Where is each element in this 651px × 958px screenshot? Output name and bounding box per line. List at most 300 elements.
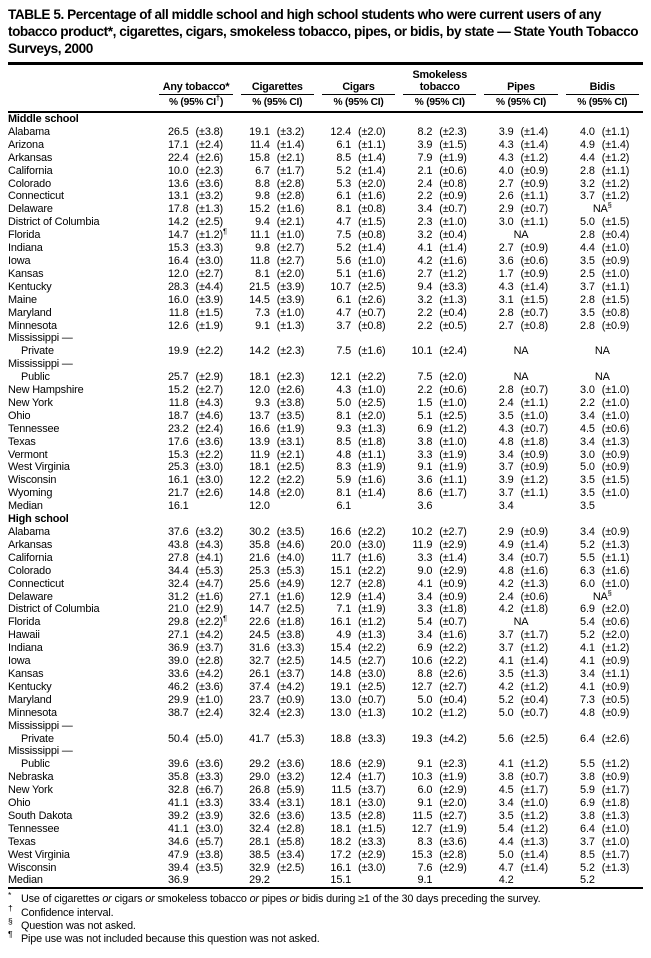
percent-value: 5.2: [336, 164, 352, 177]
ci-value: (±1.2): [601, 642, 630, 655]
ci-value: (±1.5): [601, 216, 630, 229]
percent-value: 15.2: [249, 203, 270, 216]
row-label: Nebraska: [8, 771, 54, 784]
percent-value: 13.1: [167, 190, 189, 203]
percent-value: 10.7: [330, 280, 352, 293]
percent-value: 4.3: [498, 138, 514, 151]
percent-value: 5.2: [580, 629, 595, 642]
percent-value: 6.4: [580, 732, 595, 745]
ci-value: [595, 874, 643, 888]
ci-value: (±0.7): [520, 422, 548, 435]
table-row: [8, 629, 643, 642]
table-row: [8, 526, 643, 539]
percent-value: 5.2: [498, 693, 514, 706]
ci-value: (±1.3): [601, 861, 630, 874]
percent-value: 8.1: [255, 267, 270, 280]
row-label: Kansas: [8, 667, 44, 680]
ci-value: (±1.9): [439, 461, 467, 474]
table-row: [8, 281, 643, 294]
ci-value: (±2.2): [358, 526, 386, 538]
ci-value: (±3.0): [195, 461, 224, 474]
percent-value: 5.9: [336, 474, 352, 487]
table-row: [8, 565, 643, 578]
percent-value: 6.9: [417, 422, 433, 435]
percent-value: 26.5: [167, 125, 189, 138]
percent-value: 18.1: [249, 371, 270, 384]
footnote: ¶ Pipe use was not included because this question was not asked.: [8, 929, 320, 945]
ci-value: (±0.8): [358, 229, 386, 242]
percent-value: 12.7: [411, 822, 433, 835]
ci-value: (±1.4): [439, 242, 467, 255]
table-row: [8, 139, 643, 152]
footnotes: [8, 889, 643, 946]
column-group-label: Pipes: [484, 82, 557, 96]
percent-value: 4.2: [498, 680, 514, 693]
table-row: [8, 849, 643, 862]
ci-value: (±1.8): [601, 797, 630, 810]
table-row: [8, 255, 643, 268]
row-label: Kentucky: [8, 280, 52, 293]
percent-value: 4.8: [580, 706, 595, 719]
ci-value: (±3.3): [195, 771, 224, 784]
percent-value: 12.7: [330, 577, 352, 590]
ci-value: (±2.5): [276, 655, 305, 668]
footnote-text: Pipe use was not included because this question was not asked.: [21, 932, 320, 945]
percent-value: 3.4: [417, 203, 433, 216]
section-row: [8, 112, 643, 126]
ci-value: (±3.0): [358, 538, 386, 551]
percent-value: 6.0: [580, 577, 595, 590]
ci-value: (±4.1): [195, 551, 224, 564]
percent-value: 23.2: [167, 422, 189, 435]
ci-value: (±3.2): [276, 125, 305, 138]
percent-value: 2.2: [580, 396, 595, 409]
percent-value: 3.7: [498, 629, 514, 642]
percent-value: 12.0: [167, 267, 189, 280]
ci-value: [189, 874, 237, 888]
ci-value: (±1.2): [601, 758, 630, 771]
ci-value: (±0.9): [601, 526, 630, 538]
ci-value: (±0.9): [601, 254, 630, 267]
ci-value: (±3.2): [276, 771, 305, 784]
ci-value: (±1.4): [358, 242, 386, 255]
ci-value: (±2.7): [358, 655, 386, 668]
ci-value: (±0.7): [520, 706, 548, 719]
ci-value: (±3.5): [276, 526, 305, 538]
ci-value: (±1.4): [439, 551, 467, 564]
percent-value: 2.8: [580, 293, 595, 306]
ci-value: (±1.1): [601, 280, 630, 293]
percent-value: 27.1: [249, 590, 270, 603]
percent-value: 2.9: [498, 203, 514, 216]
percent-value: 8.5: [336, 151, 352, 164]
ci-value: (±0.9): [439, 577, 467, 590]
table-header: [8, 64, 643, 113]
ci-value: (±0.6): [601, 422, 630, 435]
ci-value: (±3.0): [195, 822, 224, 835]
ci-value: (±1.2): [439, 267, 467, 280]
percent-value: 14.5: [330, 655, 352, 668]
percent-value: 4.9: [336, 629, 352, 642]
ci-value: (±2.3): [439, 125, 467, 138]
percent-value: 32.4: [249, 822, 270, 835]
ci-value: (±2.0): [601, 603, 630, 616]
table-row: [8, 668, 643, 681]
ci-value: (±1.5): [195, 306, 224, 319]
percent-value: 9.4: [255, 216, 270, 229]
percent-value: 3.5: [580, 487, 595, 500]
percent-value: 3.9: [498, 474, 514, 487]
ci-value: (±1.6): [195, 590, 224, 603]
percent-value: 15.8: [249, 151, 270, 164]
percent-value: 9.8: [255, 190, 270, 203]
percent-value: 4.3: [498, 151, 514, 164]
ci-value: (±1.7): [601, 784, 630, 797]
percent-value: 3.7: [498, 461, 514, 474]
ci-value: (±1.2): [520, 822, 548, 835]
percent-value: 5.0: [498, 848, 514, 861]
percent-value: 8.3: [417, 835, 433, 848]
ci-value: (±0.7): [358, 693, 386, 706]
ci-value: (±1.4): [520, 848, 548, 861]
row-label: Mississippi —: [8, 719, 73, 732]
ci-value: (±0.9): [520, 461, 548, 474]
percent-value: 13.7: [249, 409, 270, 422]
ci-value: (±1.7): [276, 164, 305, 177]
table-row: [8, 268, 643, 281]
percent-value: 19.1: [330, 680, 352, 693]
table-row: [8, 229, 643, 242]
ci-value: (±1.0): [601, 396, 630, 409]
ci-value: (±4.9): [276, 577, 305, 590]
percent-value: 11.1: [249, 229, 270, 242]
percent-value: 10.2: [411, 706, 433, 719]
row-label: Kansas: [8, 267, 44, 280]
ci-value: (±3.5): [276, 409, 305, 422]
ci-value: (±1.1): [601, 125, 630, 138]
percent-value: 47.9: [167, 848, 189, 861]
percent-value: 21.6: [249, 551, 270, 564]
ci-value: (±0.6): [601, 616, 630, 629]
percent-value: 29.0: [249, 771, 270, 784]
ci-value: (±3.6): [276, 758, 305, 771]
percent-value: 11.8: [168, 306, 189, 319]
row-label: Median: [8, 874, 43, 887]
corner-spacer: [8, 64, 155, 96]
row-label: Arizona: [8, 138, 44, 151]
percent-value: 3.4: [417, 590, 433, 603]
percent-value: 5.0: [417, 693, 433, 706]
percent-value: 29.2: [249, 758, 270, 771]
ci-value: (±1.0): [276, 306, 305, 319]
ci-value: [514, 874, 562, 888]
ci-value: (±1.1): [358, 448, 386, 461]
percent-value: 3.0: [580, 384, 595, 397]
ci-value: (±0.9): [601, 461, 630, 474]
table-row: [8, 758, 643, 771]
percent-value: 33.6: [167, 667, 189, 680]
percent-value: 2.9: [498, 526, 514, 538]
ci-value: (±0.7): [358, 306, 386, 319]
percent-value: 9.1: [417, 758, 433, 771]
ci-value: (±1.4): [520, 861, 548, 874]
ci-value: [189, 500, 237, 513]
column-subheader: % (95% CI†): [155, 95, 236, 112]
table-row: [8, 203, 643, 216]
percent-value: 16.1: [167, 474, 189, 487]
ci-value: (±1.3): [520, 835, 548, 848]
ci-value: (±2.5): [439, 409, 467, 422]
percent-value: 2.7: [417, 267, 433, 280]
percent-value: 9.1: [255, 319, 270, 332]
ci-value: [514, 500, 562, 513]
ci-value: (±1.7): [520, 784, 548, 797]
ci-value: (±1.0): [601, 835, 630, 848]
percent-value: 4.3: [336, 384, 352, 397]
ci-value: (±1.8): [276, 616, 305, 629]
percent-value: 4.8: [336, 448, 352, 461]
ci-value: (±1.8): [358, 435, 386, 448]
table-row: [8, 591, 643, 604]
percent-value: 12.4: [330, 125, 352, 138]
percent-value: 5.6: [498, 732, 514, 745]
percent-value: 3.8: [580, 771, 595, 784]
table-row: [8, 371, 643, 384]
na-value: NA§: [592, 200, 612, 216]
ci-value: (±2.7): [439, 680, 467, 693]
ci-value: (±2.5): [520, 732, 548, 745]
percent-value: 16.6: [249, 422, 270, 435]
percent-value: 2.2: [417, 190, 433, 203]
column-subheader: % (95% CI): [318, 95, 399, 112]
ci-value: (±3.0): [358, 797, 386, 810]
ci-value: (±1.4): [601, 138, 630, 151]
ci-value: (±4.4): [195, 280, 224, 293]
table-row: [8, 707, 643, 720]
ci-value: (±2.9): [195, 603, 224, 616]
ci-value: (±6.7): [195, 784, 224, 797]
percent-value: 12.9: [330, 590, 352, 603]
ci-value: (±2.9): [358, 848, 386, 861]
table-row: [8, 165, 643, 178]
na-value: NA§: [592, 587, 612, 603]
percent-value: 27.1: [167, 629, 189, 642]
percent-value: 33.4: [249, 797, 270, 810]
row-label: Alabama: [8, 526, 50, 538]
row-label: Texas: [8, 435, 36, 448]
table-row: [8, 410, 643, 423]
ci-value: (±1.2): [439, 422, 467, 435]
ci-value: (±2.4): [195, 138, 224, 151]
percent-value: 35.8: [167, 771, 189, 784]
percent-value: 15.1: [330, 564, 352, 577]
ci-value: (±0.8): [520, 319, 548, 332]
row-label: Delaware: [8, 590, 53, 603]
percent-value: 6.7: [255, 164, 270, 177]
percent-value: 15.3: [411, 848, 433, 861]
percent-value: 11.8: [168, 396, 189, 409]
table-row: [8, 616, 643, 629]
row-label: West Virginia: [8, 848, 70, 861]
ci-value: (±2.1): [276, 216, 305, 229]
ci-value: (±1.6): [439, 254, 467, 267]
ci-value: (±1.6): [276, 590, 305, 603]
percent-value: 6.9: [580, 603, 595, 616]
percent-value: 5.0: [336, 396, 352, 409]
ci-value: (±1.5): [601, 293, 630, 306]
ci-value: (±1.6): [358, 474, 386, 487]
percent-value: 6.3: [580, 564, 595, 577]
ci-value: (±3.3): [195, 797, 224, 810]
ci-value: (±1.4): [358, 590, 386, 603]
ci-value: (±1.6): [358, 190, 386, 203]
ci-value: (±1.2): [601, 190, 630, 203]
percent-value: 4.7: [336, 306, 352, 319]
ci-value: (±1.4): [276, 138, 305, 151]
percent-value: 5.2: [580, 538, 595, 551]
ci-value: (±3.0): [195, 254, 224, 267]
column-group-header: [399, 64, 480, 96]
ci-value: (±3.6): [195, 758, 224, 771]
percent-value: 39.2: [167, 809, 189, 822]
column-group-header: [562, 64, 643, 96]
percent-value: 2.2: [417, 319, 433, 332]
ci-value: (±1.3): [439, 293, 467, 306]
ci-value: (±1.3): [601, 538, 630, 551]
percent-value: 3.6: [417, 500, 433, 513]
ci-value: (±1.7): [358, 771, 386, 784]
percent-value: 9.3: [255, 396, 270, 409]
ci-value: (±2.7): [195, 267, 224, 280]
percent-value: 4.2: [498, 603, 514, 616]
percent-value: 19.9: [167, 345, 189, 358]
percent-value: 2.8: [580, 164, 595, 177]
percent-value: 9.1: [417, 874, 433, 887]
ci-value: (±4.2): [276, 680, 305, 693]
percent-value: 14.7: [167, 229, 189, 242]
ci-value: (±1.3): [276, 319, 305, 332]
percent-value: 5.2: [580, 861, 595, 874]
footnote: † Confidence interval.: [8, 902, 114, 919]
percent-value: 8.5: [336, 435, 352, 448]
ci-value: (±1.1): [439, 474, 467, 487]
percent-value: 11.7: [331, 551, 352, 564]
ci-value: (±2.2): [358, 564, 386, 577]
percent-value: 37.4: [249, 680, 270, 693]
ci-value: (±1.2): [520, 474, 548, 487]
ci-value: (±3.8): [276, 629, 305, 642]
na-value: NA: [594, 345, 610, 358]
ci-value: (±0.4): [439, 693, 467, 706]
percent-value: 7.3: [255, 306, 270, 319]
ci-value: (±2.6): [439, 667, 467, 680]
table-row: [8, 720, 643, 733]
percent-value: 5.4: [580, 616, 595, 629]
row-label: Arkansas: [8, 151, 53, 164]
percent-value: 11.9: [249, 448, 270, 461]
ci-value: (±0.6): [520, 590, 548, 603]
ci-value: (±1.9): [276, 422, 305, 435]
ci-value: (±3.4): [276, 848, 305, 861]
table-row: [8, 358, 643, 371]
ci-value: (±0.9): [601, 448, 630, 461]
ci-value: (±3.7): [358, 784, 386, 797]
percent-value: 4.5: [580, 422, 595, 435]
percent-value: 7.9: [417, 151, 433, 164]
ci-value: (±1.5): [439, 138, 467, 151]
ci-value: (±2.9): [439, 784, 467, 797]
ci-value: (±2.9): [439, 564, 467, 577]
ci-value: (±2.5): [358, 396, 386, 409]
percent-value: 4.4: [580, 151, 595, 164]
percent-value: 43.8: [167, 538, 189, 551]
percent-value: 1.5: [417, 396, 433, 409]
table-row: [8, 320, 643, 333]
percent-value: 32.8: [167, 784, 189, 797]
percent-value: 6.9: [580, 797, 595, 810]
ci-value: (±2.5): [358, 280, 386, 293]
percent-value: 9.1: [417, 461, 433, 474]
percent-value: 28.3: [167, 280, 189, 293]
percent-value: 8.1: [336, 203, 352, 216]
ci-value: (±1.2): [439, 706, 467, 719]
percent-value: 14.8: [249, 487, 270, 500]
ci-value: (±1.5): [358, 216, 386, 229]
footnote-text: Question was not asked.: [21, 919, 136, 932]
percent-value: 3.7: [498, 642, 514, 655]
table-row: [8, 784, 643, 797]
ci-value: (±2.0): [439, 371, 467, 384]
ci-value: (±3.3): [358, 732, 386, 745]
ci-value: (±1.6): [358, 267, 386, 280]
table-row: [8, 836, 643, 849]
percent-value: 9.8: [255, 242, 270, 255]
ci-value: (±0.9): [601, 655, 630, 668]
percent-value: 26.8: [249, 784, 270, 797]
table-row: [8, 823, 643, 836]
ci-value: (±3.3): [358, 835, 386, 848]
ci-value: (±1.0): [358, 254, 386, 267]
footnote-text: Use of cigarettes or cigars or smokeless tobacco or pipes or bidis during ≥1 of the 30 days preceding the survey.: [21, 893, 541, 906]
percent-value: 36.9: [167, 642, 189, 655]
ci-value: (±1.3): [601, 809, 630, 822]
percent-value: 23.7: [249, 693, 270, 706]
column-group-label: Bidis: [566, 82, 639, 96]
percent-value: 10.0: [167, 164, 189, 177]
row-label: Ohio: [8, 409, 31, 422]
percent-value: 8.1: [336, 409, 352, 422]
ci-value: (±1.8): [439, 603, 467, 616]
percent-value: 5.1: [417, 409, 433, 422]
ci-value: (±1.1): [601, 551, 630, 564]
ci-value: (±2.4): [195, 422, 224, 435]
ci-value: (±1.9): [195, 319, 224, 332]
ci-value: (±2.3): [195, 164, 224, 177]
percent-value: 3.5: [498, 667, 514, 680]
row-label: Tennessee: [8, 822, 60, 835]
percent-value: 41.1: [167, 797, 189, 810]
row-label: Connecticut: [8, 577, 64, 590]
row-label: Connecticut: [8, 190, 64, 203]
row-label: Alabama: [8, 125, 50, 138]
row-label: South Dakota: [8, 809, 73, 822]
row-label: District of Columbia: [8, 603, 100, 616]
ci-value: (±1.4): [520, 138, 548, 151]
ci-value: (±3.3): [439, 280, 467, 293]
percent-value: 3.4: [580, 409, 595, 422]
percent-value: 16.0: [167, 293, 189, 306]
column-group-label: Cigars: [322, 82, 395, 96]
